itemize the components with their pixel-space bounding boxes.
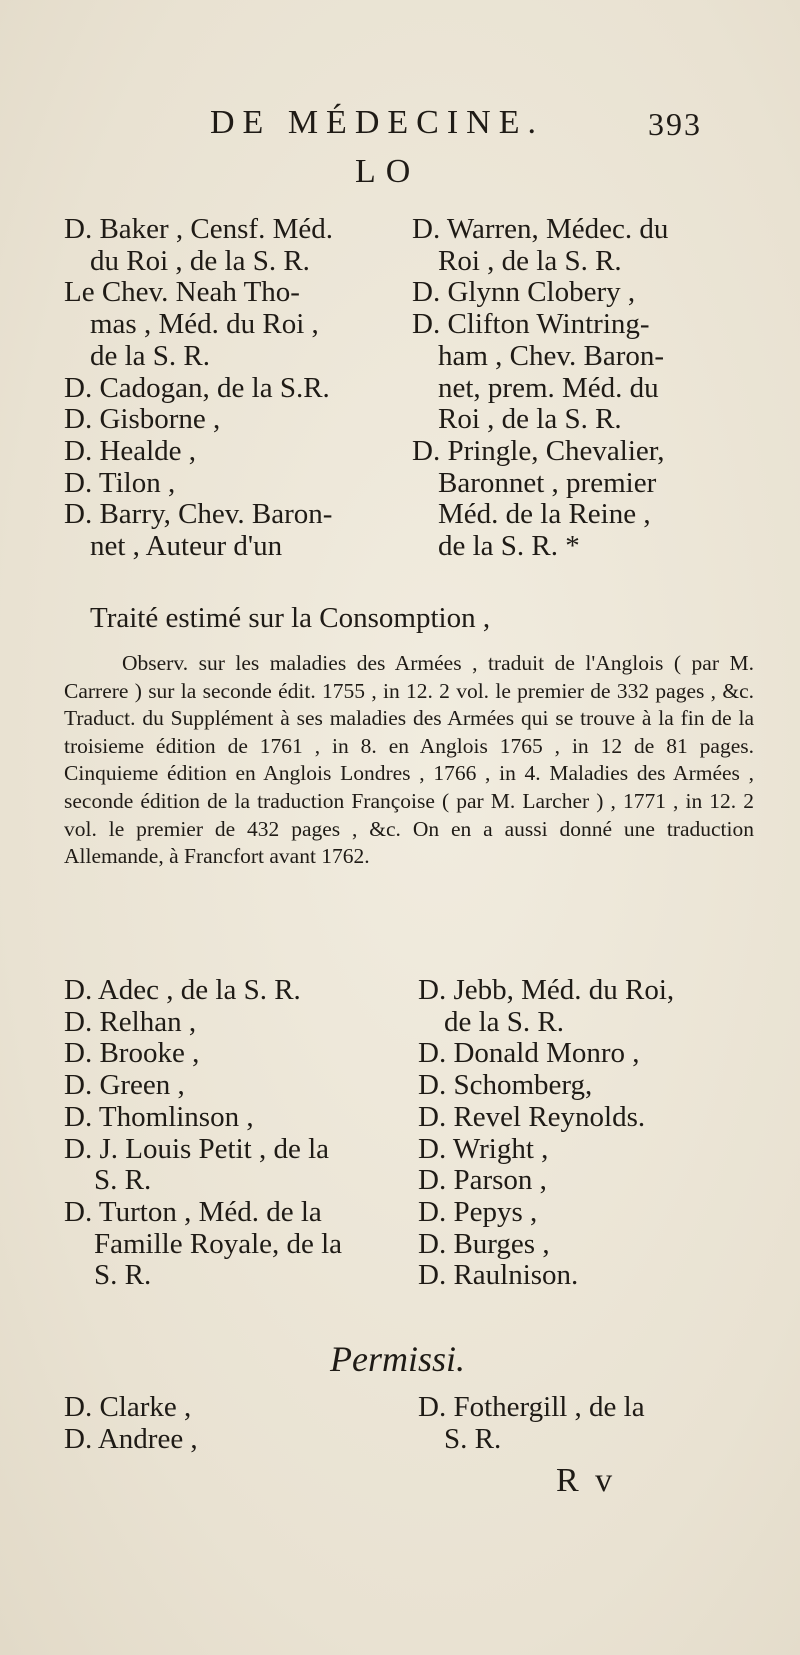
entry-line: D. Thomlinson , [64,1100,254,1133]
signature-mark: R v [556,1462,617,1499]
continuation-line [64,603,764,635]
entry-line: D. Healde , [64,434,197,467]
entry-line: D. Glynn Clobery , [412,276,636,309]
entry-line: Roi , de la S. R. [438,403,622,436]
entry-line: du Roi , de la S. R. [90,244,310,277]
entry-line: D. Turton , Méd. de la [64,1195,322,1228]
entry-line: S. R. [444,1422,502,1455]
section-letter: LO [355,153,421,190]
entry-line: mas , Méd. du Roi , [90,308,319,341]
entry-line: Le Chev. Neah Tho- [64,276,300,309]
entry-line: D. Andree , [64,1422,198,1455]
entry-line: D. Raulnison. [418,1259,579,1292]
entry-line: S. R. [94,1164,152,1197]
entry-line: D. Schomberg, [418,1069,593,1102]
entry-line: net, prem. Méd. du [438,371,659,404]
page-number: 393 [648,106,702,142]
footnote [64,650,754,871]
entry-line: Baronnet , premier [438,466,657,499]
entry-line: D. Warren, Médec. du [412,213,669,245]
block2-left-column [64,975,404,1292]
entry-line: de la S. R. * [438,530,580,563]
entry-line: de la S. R. [444,1005,565,1038]
entry-line: D. Clarke , [64,1391,192,1423]
block1-right-column [412,214,762,563]
entry-line: ham , Chev. Baron- [438,339,665,372]
entry-line: D. Pepys , [418,1195,538,1228]
entry-line: D. Gisborne , [64,403,221,436]
footnote-text: Observ. sur les maladies des Armées , traduit de l'Anglois ( par M. Carrere ) sur la seconde édit. 1755 , in 12. 2 vol. le premier de 332 pages , &c. Traduct. du Supplément à ses maladies des Armées qui se trouve à la fin de la troisieme édition de 1761 , in 8. en Anglois 1765 , in 12 de 81 pages. Cinquieme édition en Anglois Londres , 1766 , in 4. Maladies des Armées , seconde édition de la traduction Françoise ( par M. Larcher ) , 1771 , in 12. 2 vol. le premier de 432 pages , &c. On en a aussi donné une traduction Allemande, à Francfort avant 1762. [64,651,754,869]
entry-line: D. Revel Reynolds. [418,1100,646,1133]
block3-left-column [64,1392,394,1455]
entry-line: D. Donald Monro , [418,1037,640,1070]
entry-line: D. Clifton Wintring- [412,308,650,341]
entry-line: D. Baker , Censf. Méd. [64,213,334,245]
entry-line: Roi , de la S. R. [438,244,622,277]
entry-line: net , Auteur d'un [90,530,283,563]
entry-line: S. R. [94,1259,152,1292]
entry-line: D. Brooke , [64,1037,200,1070]
entry-line: de la S. R. [90,339,211,372]
entry-line: Famille Royale, de la [94,1227,343,1260]
block1-left-column [64,214,404,563]
entry-line: D. Pringle, Chevalier, [412,434,665,467]
entry-line: D. Burges , [418,1227,550,1260]
entry-line: D. Cadogan, de la S.R. [64,371,330,404]
permissi-heading: Permissi. [330,1339,465,1379]
continuation-text: Traité estimé sur la Consomption , [90,602,491,634]
entry-line: D. Parson , [418,1164,547,1197]
entry-line: D. Fothergill , de la [418,1391,645,1423]
entry-line: D. Adec , de la S. R. [64,974,301,1006]
running-head: DE MÉDECINE. [210,104,544,141]
entry-line: D. Jebb, Méd. du Roi, [418,974,675,1006]
block3-right-column [418,1392,758,1455]
entry-line: D. Tilon , [64,466,176,499]
entry-line: D. J. Louis Petit , de la [64,1132,330,1165]
entry-line: D. Green , [64,1069,185,1102]
entry-line: D. Barry, Chev. Baron- [64,498,333,531]
entry-line: D. Wright , [418,1132,549,1165]
entry-line: Méd. de la Reine , [438,498,651,531]
block2-right-column [418,975,758,1292]
entry-line: D. Relhan , [64,1005,197,1038]
